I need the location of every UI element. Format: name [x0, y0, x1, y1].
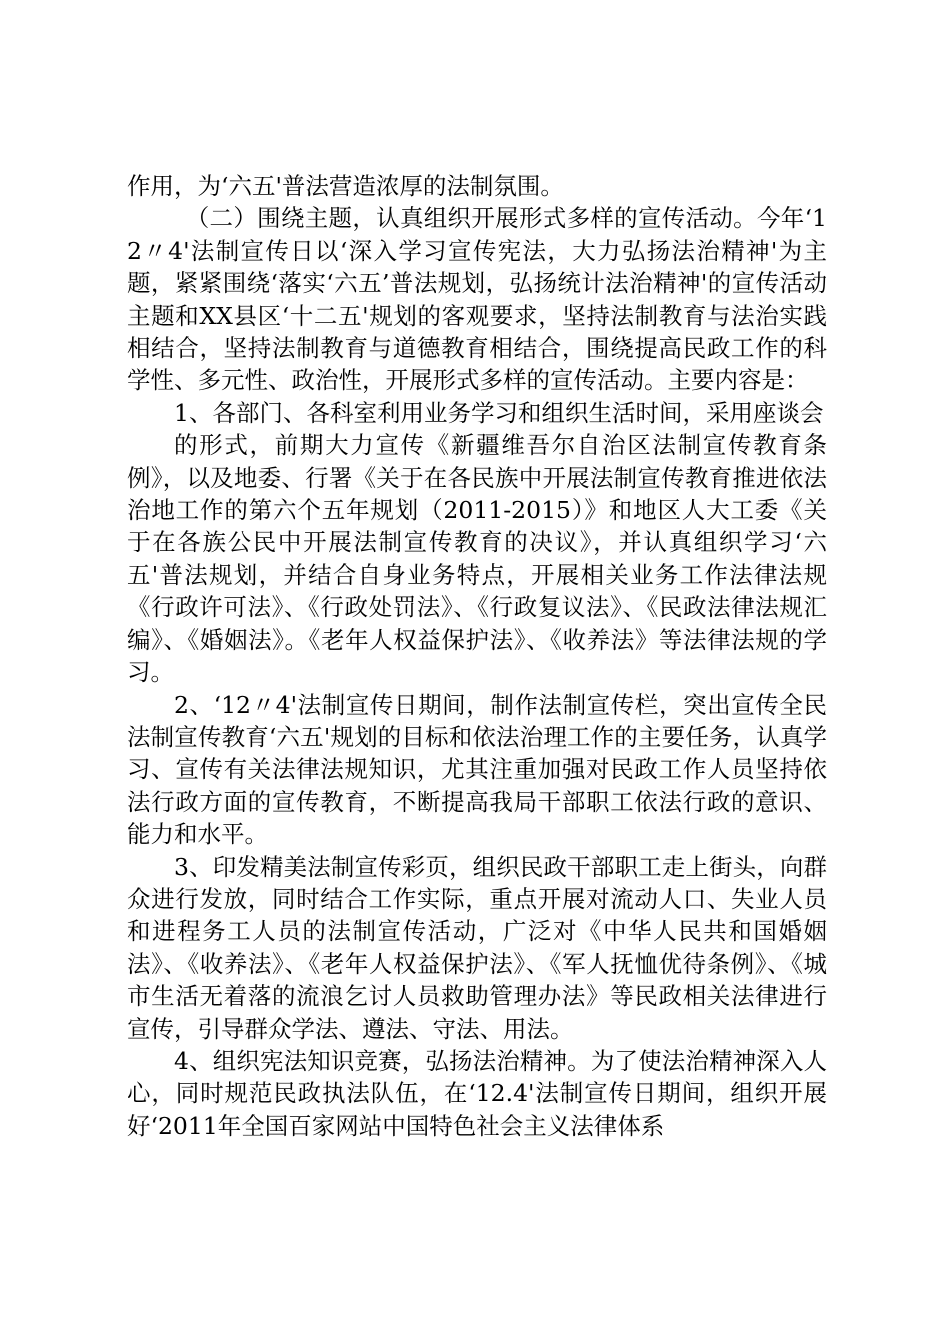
paragraph-6: 3、印发精美法制宣传彩页，组织民政干部职工走上街头，向群众进行发放，同时结合工作实际，重点开展对流动人口、失业人员和进程务工人员的法制宣传活动，广泛对《中华人民共和国婚姻法》、《收养法》、《老年人权益保护法》、《军人抚恤优待条例》、《城市生活无着落的流浪乞讨人员救助管理办法》等民政相关法律进行宣传，引导群众学法、遵法、守法、用法。 — [127, 852, 827, 1043]
paragraph-2: （二）围绕主题，认真组织开展形式多样的宣传活动。今年‘12〃4'法制宣传日以‘深入学习宣传宪法，大力弘扬法治精神'为主题，紧紧围绕‘落实‘六五’普法规划，弘扬统计法治精神'的宣传活动主题和XX县区‘十二五'规划的客观要求，坚持法制教育与法治实践相结合，坚持法制教育与道德教育相结合，围绕提高民政工作的科学性、多元性、政治性，开展形式多样的宣传活动。主要内容是： — [127, 204, 827, 395]
paragraph-7: 4、组织宪法知识竞赛，弘扬法治精神。为了使法治精神深入人心，同时规范民政执法队伍，在‘12.4'法制宣传日期间，组织开展好‘2011年全国百家网站中国特色社会主义法律体系 — [127, 1046, 827, 1140]
document-body — [127, 170, 827, 1142]
paragraph-1: 作用，为‘六五'普法营造浓厚的法制氛围。 — [127, 172, 564, 200]
paragraph-3: 1、各部门、各科室利用业务学习和组织生活时间，采用座谈会 — [174, 398, 824, 427]
paragraph-5: 2、‘12〃4'法制宣传日期间，制作法制宣传栏，突出宣传全民法制宣传教育‘六五'规划的目标和依法治理工作的主要任务，认真学习、宣传有关法律法规知识，尤其注重加强对民政工作人员坚持依法行政方面的宣传教育，不断提高我局干部职工依法行政的意识、能力和水平。 — [127, 690, 827, 849]
paragraph-4: 的形式，前期大力宣传《新疆维吾尔自治区法制宣传教育条例》，以及地委、行署《关于在各民族中开展法制宣传教育推进依法治地工作的第六个五年规划（2011-2015）》和地区人大工委《关于在各族公民中开展法制宣传教育的决议》，并认真组织学习‘六五'普法规划，并结合自身业务特点，开展相关业务工作法律法规《行政许可法》、《行政处罚法》、《行政复议法》、《民政法律法规汇编》、《婚姻法》。《老年人权益保护法》、《收养法》等法律法规的学习。 — [127, 431, 827, 687]
